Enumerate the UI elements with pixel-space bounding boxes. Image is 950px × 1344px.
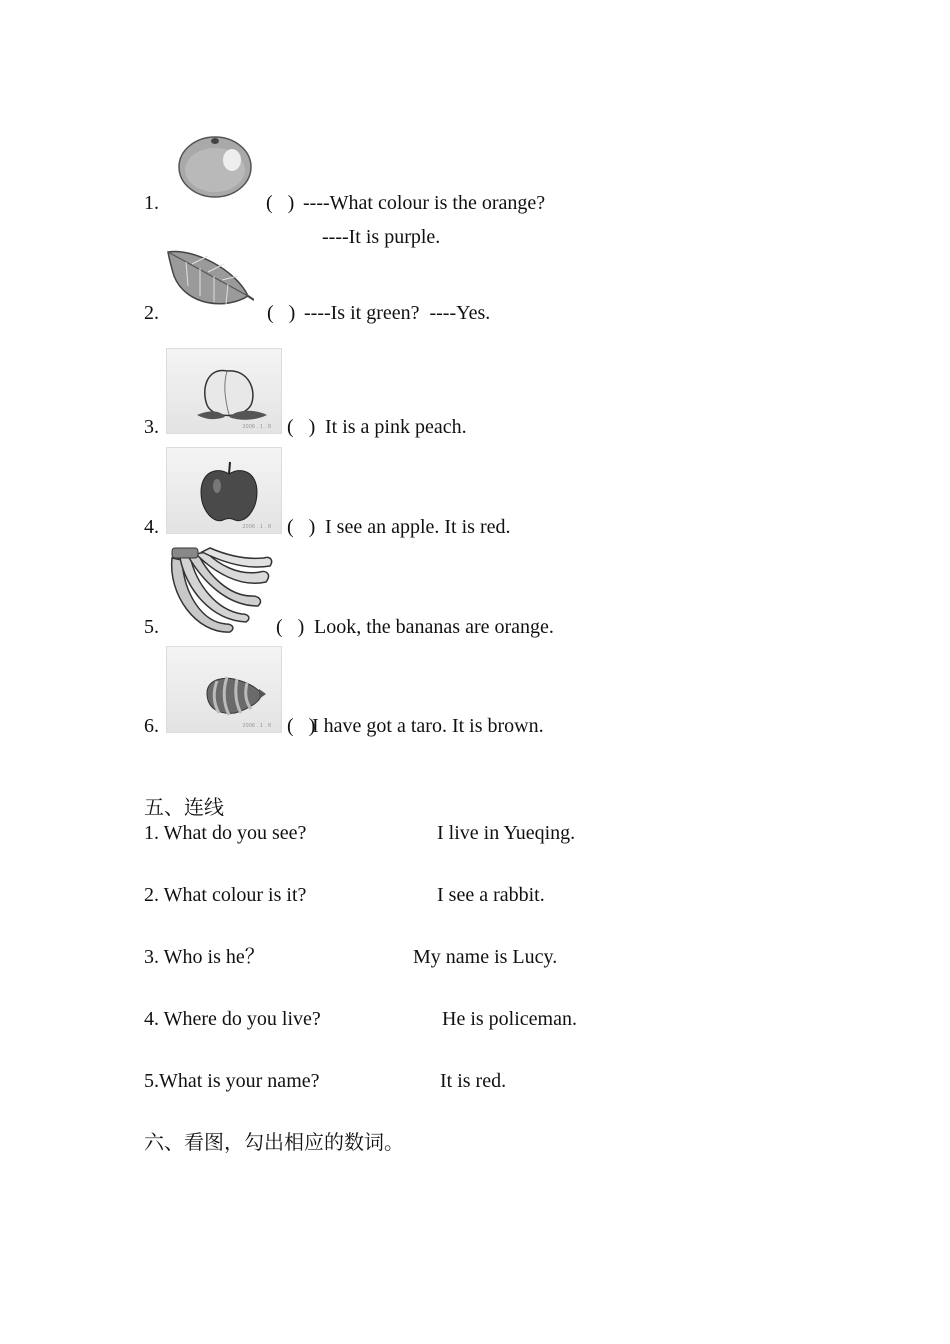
taro-photo <box>166 646 282 733</box>
photo-date-stamp: 2006 . 1 . 8 <box>242 424 271 430</box>
answer-blank[interactable]: ( ) <box>287 516 316 538</box>
match-answer[interactable]: It is red. <box>440 1070 507 1092</box>
match-question[interactable]: 5.What is your name? <box>144 1070 320 1092</box>
item-number: 6. <box>144 715 159 737</box>
question-text: Look, the bananas are orange. <box>314 616 554 638</box>
peach-photo <box>166 348 282 434</box>
question-text: I have got a taro. It is brown. <box>312 715 544 737</box>
peach-icon <box>167 349 283 435</box>
question-text: ----What colour is the orange? <box>303 192 546 214</box>
photo-date-stamp: 2006 . 1 . 8 <box>242 723 271 729</box>
question-text: ----Is it green? ----Yes. <box>304 302 491 324</box>
match-question[interactable]: 4. Where do you live? <box>144 1008 321 1030</box>
question-text: I see an apple. It is red. <box>325 516 511 538</box>
leaf-icon <box>164 246 254 312</box>
match-question[interactable]: 1. What do you see? <box>144 822 307 844</box>
answer-blank[interactable]: ( ) <box>266 192 295 214</box>
section-heading: 六、看图，勾出相应的数词。 <box>144 1132 404 1154</box>
match-answer[interactable]: My name is Lucy. <box>413 946 558 968</box>
match-question[interactable]: 2. What colour is it? <box>144 884 307 906</box>
photo-date-stamp: 2006 . 1 . 8 <box>242 524 271 530</box>
section-heading: 五、连线 <box>144 797 224 819</box>
answer-blank[interactable]: ( ) <box>276 616 305 638</box>
answer-blank[interactable]: ( ) <box>267 302 296 324</box>
item-number: 4. <box>144 516 159 538</box>
item-number: 1. <box>144 192 159 214</box>
taro-icon <box>167 647 283 734</box>
answer-blank[interactable]: ( ) <box>287 416 316 438</box>
orange-icon <box>176 132 254 200</box>
apple-icon <box>167 448 283 535</box>
item-number: 2. <box>144 302 159 324</box>
apple-photo <box>166 447 282 534</box>
question-text: It is a pink peach. <box>325 416 467 438</box>
item-number: 3. <box>144 416 159 438</box>
match-answer[interactable]: I see a rabbit. <box>437 884 545 906</box>
answer-text: ----It is purple. <box>322 226 441 248</box>
match-answer[interactable]: He is policeman. <box>442 1008 577 1030</box>
match-answer[interactable]: I live in Yueqing. <box>437 822 576 844</box>
match-question[interactable]: 3. Who is he？ <box>144 946 265 968</box>
banana-icon <box>166 544 274 636</box>
item-number: 5. <box>144 616 159 638</box>
answer-blank[interactable]: ( ) <box>287 715 316 737</box>
